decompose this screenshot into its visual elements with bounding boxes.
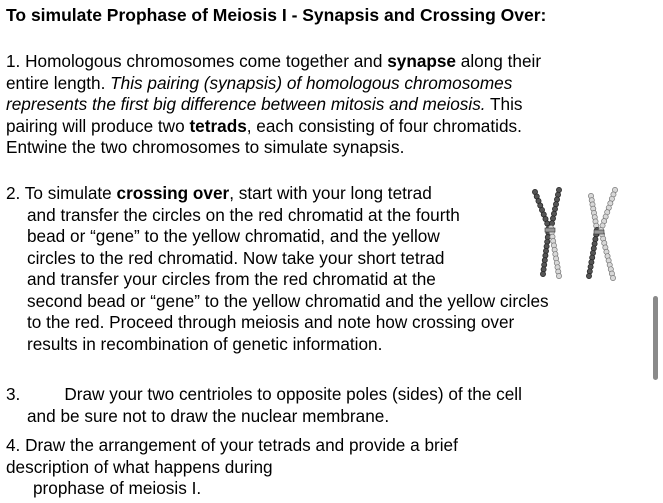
step-2-crossing-over: 2. To simulate crossing over, start with your long tetrad and transfer the circles on the red chromatid at the fourth bead or “gene” to the yellow chromatid, and the yellow circles to the red chromatid. Now take your short tetrad and transfer your circles from the red chromatid at the second bead or “gene” to the yellow chromatid and the yellow circles to the red. Proceed through meiosis and note how crossing over results in recombination of genetic information. <box>6 183 549 354</box>
vertical-scrollbar[interactable] <box>653 296 658 380</box>
term-tetrads: tetrads <box>189 115 247 136</box>
term-synapse: synapse <box>387 51 456 71</box>
page-title: To simulate Prophase of Meiosis I - Synapsis and Crossing Over: <box>6 5 547 25</box>
step-3-centrioles: 3. Draw your two centrioles to opposite poles (sides) of the cell and be sure not to draw the nuclear membrane. <box>6 384 522 426</box>
crossing-over-chromosomes-icon <box>529 186 621 282</box>
term-crossing-over: crossing over <box>116 183 230 203</box>
step-1-synapsis: 1. Homologous chromosomes come together and synapse along their entire length. This pairing (synapsis) of homologous chromosomes represents the first big difference between mitosis and meiosis. This pairing will produce two tetrads, each consisting of four chromatids. Entwine the two chromosomes to simulate synapsis. <box>6 51 542 157</box>
step-4-draw-tetrads: 4. Draw the arrangement of your tetrads and provide a brief description of what happens during prophase of meiosis I. <box>6 435 458 498</box>
